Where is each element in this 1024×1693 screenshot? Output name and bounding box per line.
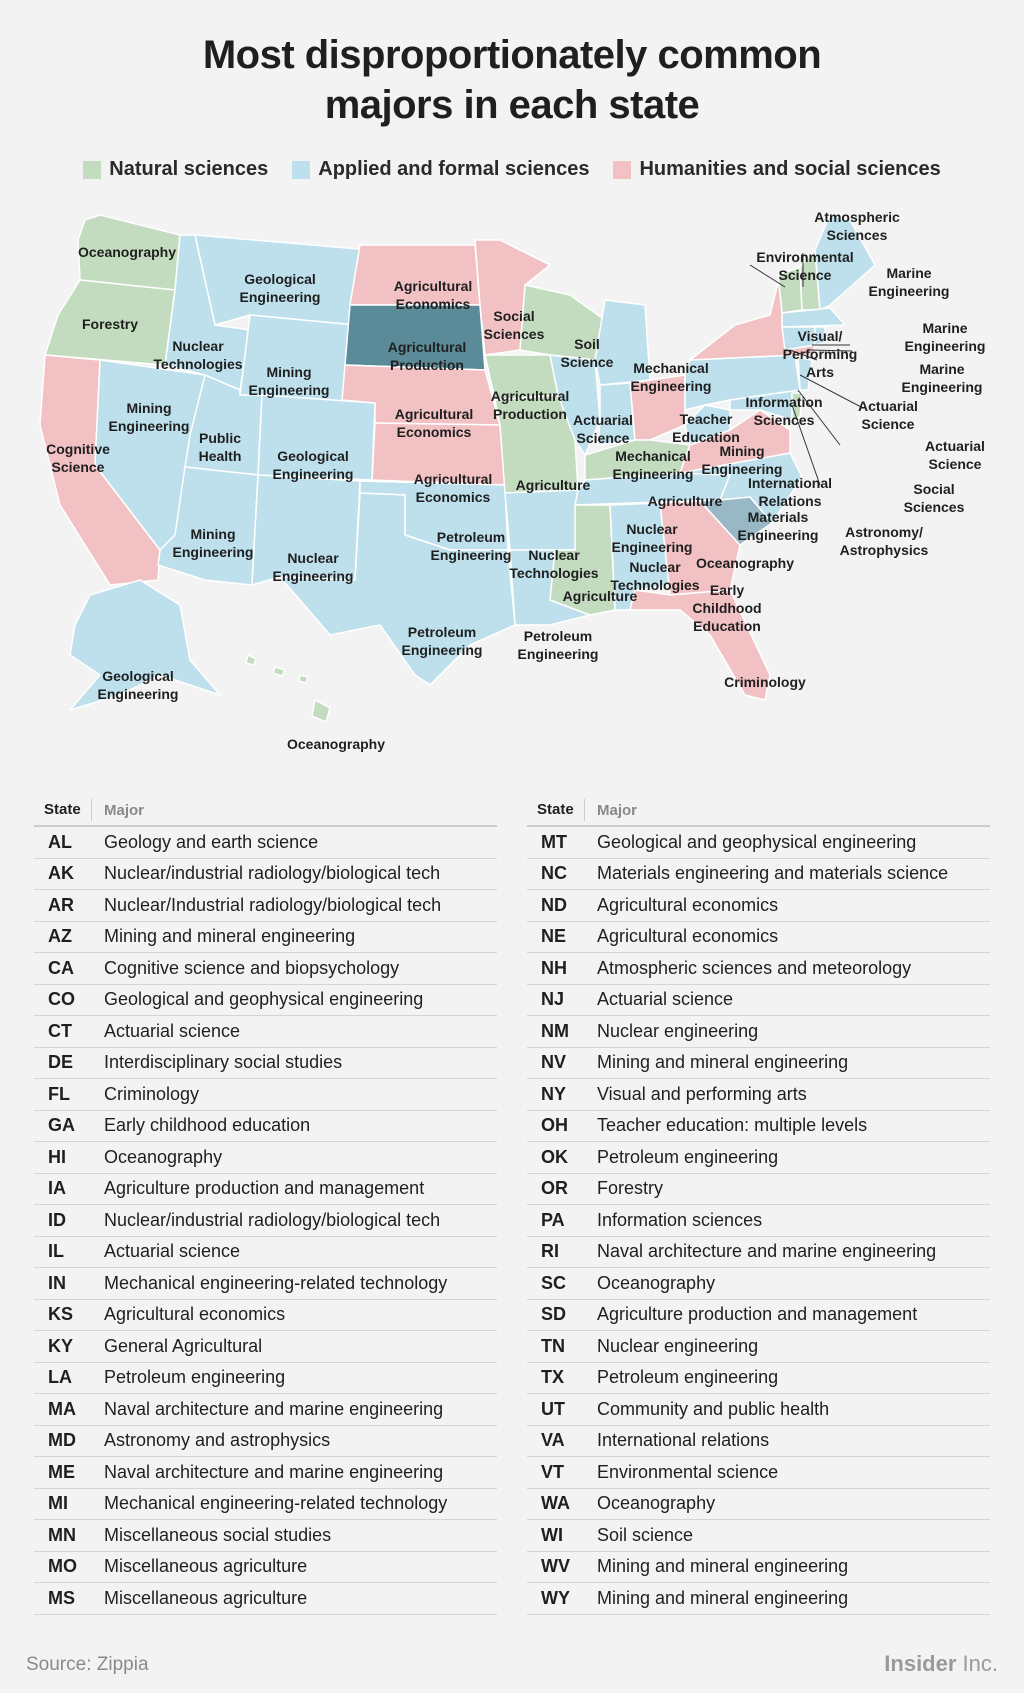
major-name: Criminology <box>104 1083 200 1104</box>
table-row <box>527 922 990 954</box>
label-fl: Criminology <box>724 674 806 690</box>
table-row <box>527 1048 990 1080</box>
state-code: FL <box>48 1083 70 1104</box>
us-map <box>30 205 994 785</box>
state-code: AK <box>48 863 74 884</box>
table-row <box>527 1552 990 1584</box>
major-name: Actuarial science <box>104 1020 241 1041</box>
major-name: Nuclear engineering <box>597 1335 759 1356</box>
label-wv: Mining Engineering <box>701 443 783 477</box>
label-sc: Oceanography <box>695 555 795 571</box>
major-name: Geology and earth science <box>104 831 319 852</box>
state-code: AR <box>48 894 74 915</box>
state-code: KY <box>48 1335 74 1356</box>
table-row <box>527 953 990 985</box>
major-name: Nuclear/industrial radiology/biological tech <box>104 863 441 884</box>
major-name: Cognitive science and biopsychology <box>104 957 400 978</box>
table-row <box>527 1489 990 1521</box>
major-name: Miscellaneous agriculture <box>104 1556 308 1577</box>
brand-rest: Inc. <box>956 1651 998 1676</box>
label-nv: Mining Engineering <box>108 400 190 434</box>
major-name: Oceanography <box>597 1493 716 1514</box>
major-name: Oceanography <box>597 1272 716 1293</box>
state-code: ID <box>48 1209 66 1230</box>
label-nh: Atmospheric Sciences <box>814 209 900 243</box>
major-name: Early childhood education <box>104 1115 311 1136</box>
major-name: Naval architecture and marine engineering <box>104 1461 444 1482</box>
label-ut: Public Health <box>198 430 242 464</box>
label-ct: Actuarial Science <box>858 398 918 432</box>
major-name: Geological and geophysical engineering <box>597 831 917 852</box>
label-in: Mechanical Engineering <box>612 448 694 482</box>
major-name: Petroleum engineering <box>597 1146 779 1167</box>
state-code: MD <box>48 1430 76 1451</box>
label-al: Nuclear Technologies <box>610 559 700 593</box>
label-ma: Marine Engineering <box>904 320 986 354</box>
label-tx: Petroleum Engineering <box>401 624 483 658</box>
state-code: ND <box>541 894 567 915</box>
label-il: Actuarial Science <box>573 412 633 446</box>
state-table-left <box>34 795 497 1615</box>
table-row <box>34 1520 497 1552</box>
table-row <box>527 1237 990 1269</box>
brand-bold: Insider <box>884 1651 957 1676</box>
label-co: Geological Engineering <box>272 448 354 482</box>
label-vt: Environmental Science <box>756 249 854 283</box>
major-name: Naval architecture and marine engineering <box>597 1241 937 1262</box>
major-name: Petroleum engineering <box>104 1367 286 1388</box>
state-code: IN <box>48 1272 66 1293</box>
table-row <box>527 1174 990 1206</box>
label-ky: Agriculture <box>647 493 723 509</box>
label-ne: Agricultural Economics <box>394 406 474 440</box>
table-row <box>34 1489 497 1521</box>
state-code: TX <box>541 1367 565 1388</box>
label-mn: Social Sciences <box>483 308 545 342</box>
title-line-1: Most disproportionately common <box>202 33 822 77</box>
table-row <box>527 859 990 891</box>
label-nc: Materials Engineering <box>737 509 819 543</box>
header-state: State <box>34 799 92 821</box>
label-sd: Agricultural Production <box>387 339 467 373</box>
label-la: Petroleum Engineering <box>517 628 599 662</box>
label-ca: Cognitive Science <box>46 441 110 475</box>
major-name: General Agricultural <box>104 1335 263 1356</box>
table-row <box>527 1111 990 1143</box>
table-row <box>527 827 990 859</box>
table-row <box>527 1520 990 1552</box>
label-nd: Agricultural Economics <box>393 278 473 312</box>
brand-logo <box>884 1651 998 1677</box>
legend-item-humanities <box>613 158 940 181</box>
major-name: Soil science <box>597 1524 694 1545</box>
label-ks: Agricultural Economics <box>413 471 493 505</box>
major-name: Petroleum engineering <box>597 1367 779 1388</box>
major-name: Mining and mineral engineering <box>597 1052 849 1073</box>
table-row <box>34 890 497 922</box>
table-row <box>34 1237 497 1269</box>
state-code: KS <box>48 1304 74 1325</box>
label-ar: Nuclear Technologies <box>509 547 599 581</box>
major-name: Agriculture production and management <box>597 1304 918 1325</box>
table-row <box>527 1363 990 1395</box>
table-row <box>34 1583 497 1615</box>
table-row <box>34 859 497 891</box>
label-az: Mining Engineering <box>172 526 254 560</box>
major-name: Mechanical engineering-related technology <box>104 1493 448 1514</box>
state-code: WV <box>541 1556 570 1577</box>
state-code: NY <box>541 1083 567 1104</box>
table-row <box>527 1268 990 1300</box>
label-ga: Early Childhood Education <box>692 582 762 634</box>
table-row <box>34 985 497 1017</box>
header-state: State <box>527 799 585 821</box>
table-row <box>527 890 990 922</box>
major-name: Information sciences <box>597 1209 763 1230</box>
label-or: Forestry <box>81 316 139 332</box>
table-row <box>527 1394 990 1426</box>
state-code: IA <box>48 1178 66 1199</box>
label-nj: Actuarial Science <box>925 438 985 472</box>
legend-label-natural: Natural sciences <box>109 158 269 180</box>
page-title <box>0 30 1024 130</box>
state-code: AZ <box>48 926 72 947</box>
state-code: GA <box>48 1115 75 1136</box>
major-name: Interdisciplinary social studies <box>104 1052 343 1073</box>
label-me: Marine Engineering <box>868 265 950 299</box>
table-header <box>527 795 990 827</box>
label-wa: Oceanography <box>77 244 177 260</box>
state-code: SC <box>541 1272 567 1293</box>
state-code: NC <box>541 863 567 884</box>
state-hi <box>246 655 330 722</box>
table-row <box>527 1016 990 1048</box>
state-code: OH <box>541 1115 568 1136</box>
label-ny: Visual/ Performing Arts <box>782 328 858 380</box>
major-name: Materials engineering and materials science <box>597 863 949 884</box>
table-row <box>34 1048 497 1080</box>
legend-label-humanities: Humanities and social sciences <box>639 158 941 180</box>
header-major: Major <box>597 801 638 819</box>
state-code: WI <box>541 1524 563 1545</box>
label-ia: Agricultural Production <box>490 388 570 422</box>
state-code: WY <box>541 1587 570 1608</box>
table-row <box>527 1205 990 1237</box>
state-code: NM <box>541 1020 569 1041</box>
table-row <box>527 1331 990 1363</box>
label-md: Astronomy/ Astrophysics <box>839 524 929 558</box>
major-name: Miscellaneous agriculture <box>104 1587 308 1608</box>
legend-item-natural <box>83 158 268 181</box>
table-row <box>527 1142 990 1174</box>
title-line-2: majors in each state <box>324 83 700 127</box>
table-row <box>34 1016 497 1048</box>
label-ms: Agriculture <box>562 588 638 604</box>
label-oh: Teacher Education <box>672 411 740 445</box>
table-row <box>34 1205 497 1237</box>
table-row <box>34 1079 497 1111</box>
label-hi: Oceanography <box>286 736 386 752</box>
major-name: Miscellaneous social studies <box>104 1524 332 1545</box>
table-body <box>527 827 990 1615</box>
label-de: Social Sciences <box>903 481 965 515</box>
table-row <box>527 985 990 1017</box>
major-name: Geological and geophysical engineering <box>104 989 424 1010</box>
table-header <box>34 795 497 827</box>
legend-swatch-humanities <box>613 161 631 179</box>
major-name: Astronomy and astrophysics <box>104 1430 331 1451</box>
major-name: Nuclear engineering <box>597 1020 759 1041</box>
state-code: MS <box>48 1587 75 1608</box>
label-mo: Agriculture <box>515 477 591 493</box>
major-name: Mining and mineral engineering <box>104 926 356 947</box>
state-code: CA <box>48 957 74 978</box>
label-wy: Mining Engineering <box>248 364 330 398</box>
table-row <box>34 1457 497 1489</box>
label-wi: Soil Science <box>560 336 614 370</box>
table-row <box>34 922 497 954</box>
state-code: VT <box>541 1461 565 1482</box>
major-name: Environmental science <box>597 1461 779 1482</box>
major-name: Oceanography <box>104 1146 223 1167</box>
major-name: Atmospheric sciences and meteorology <box>597 957 912 978</box>
major-name: Mining and mineral engineering <box>597 1587 849 1608</box>
table-row <box>34 1111 497 1143</box>
state-code: MA <box>48 1398 76 1419</box>
major-name: Naval architecture and marine engineering <box>104 1398 444 1419</box>
label-nm: Nuclear Engineering <box>272 550 354 584</box>
table-row <box>34 1174 497 1206</box>
header-major: Major <box>104 801 145 819</box>
major-name: Community and public health <box>597 1398 830 1419</box>
state-code: MN <box>48 1524 76 1545</box>
major-name: Mechanical engineering-related technology <box>104 1272 448 1293</box>
state-code: OR <box>541 1178 568 1199</box>
table-row <box>34 1426 497 1458</box>
label-ri: Marine Engineering <box>901 361 983 395</box>
table-row <box>34 1363 497 1395</box>
state-code: RI <box>541 1241 559 1262</box>
major-name: Agricultural economics <box>104 1304 286 1325</box>
major-name: Mining and mineral engineering <box>597 1556 849 1577</box>
state-code: PA <box>541 1209 565 1230</box>
state-code: SD <box>541 1304 567 1325</box>
state-code: MT <box>541 831 567 852</box>
state-code: LA <box>48 1367 72 1388</box>
state-code: AL <box>48 831 72 852</box>
table-row <box>527 1457 990 1489</box>
label-mi: Mechanical Engineering <box>630 360 712 394</box>
state-code: UT <box>541 1398 565 1419</box>
state-ar <box>505 490 578 550</box>
table-row <box>34 1331 497 1363</box>
table-row <box>34 1268 497 1300</box>
major-name: Visual and performing arts <box>597 1083 807 1104</box>
table-body <box>34 827 497 1615</box>
major-name: Actuarial science <box>104 1241 241 1262</box>
major-name: Agriculture production and management <box>104 1178 425 1199</box>
legend-item-applied <box>292 158 589 181</box>
major-name: Agricultural economics <box>597 926 779 947</box>
state-code: HI <box>48 1146 66 1167</box>
major-name: Teacher education: multiple levels <box>597 1115 868 1136</box>
table-row <box>527 1300 990 1332</box>
label-va: International Relations <box>747 475 833 509</box>
label-mt: Geological Engineering <box>239 271 321 305</box>
label-ok: Petroleum Engineering <box>430 529 512 563</box>
state-code: CO <box>48 989 75 1010</box>
state-code: NH <box>541 957 567 978</box>
legend-label-applied: Applied and formal sciences <box>318 158 590 180</box>
legend-swatch-applied <box>292 161 310 179</box>
major-name: Actuarial science <box>597 989 734 1010</box>
table-row <box>527 1079 990 1111</box>
table-row <box>34 1300 497 1332</box>
label-tn: Nuclear Engineering <box>611 521 693 555</box>
table-row <box>34 1142 497 1174</box>
state-table-right <box>527 795 990 1615</box>
state-code: NE <box>541 926 567 947</box>
state-code: ME <box>48 1461 75 1482</box>
label-pa: Information Sciences <box>745 394 823 428</box>
state-code: IL <box>48 1241 64 1262</box>
major-name: Forestry <box>597 1178 664 1199</box>
state-code: VA <box>541 1430 565 1451</box>
label-ak: Geological Engineering <box>97 668 179 702</box>
table-row <box>34 1552 497 1584</box>
major-name: Nuclear/Industrial radiology/biological tech <box>104 894 442 915</box>
state-code: MO <box>48 1556 77 1577</box>
table-row <box>527 1426 990 1458</box>
state-code: NV <box>541 1052 567 1073</box>
table-row <box>34 1394 497 1426</box>
source-note: Source: Zippia <box>26 1654 149 1675</box>
state-code: NJ <box>541 989 565 1010</box>
table-row <box>34 953 497 985</box>
major-name: Agricultural economics <box>597 894 779 915</box>
legend <box>0 158 1024 181</box>
major-name: Nuclear/industrial radiology/biological tech <box>104 1209 441 1230</box>
state-code: MI <box>48 1493 68 1514</box>
state-code: TN <box>541 1335 565 1356</box>
legend-swatch-natural <box>83 161 101 179</box>
label-id: Nuclear Technologies <box>153 338 243 372</box>
table-row <box>34 827 497 859</box>
table-row <box>527 1583 990 1615</box>
state-code: CT <box>48 1020 72 1041</box>
major-name: International relations <box>597 1430 770 1451</box>
state-code: WA <box>541 1493 570 1514</box>
state-code: OK <box>541 1146 568 1167</box>
state-code: DE <box>48 1052 74 1073</box>
